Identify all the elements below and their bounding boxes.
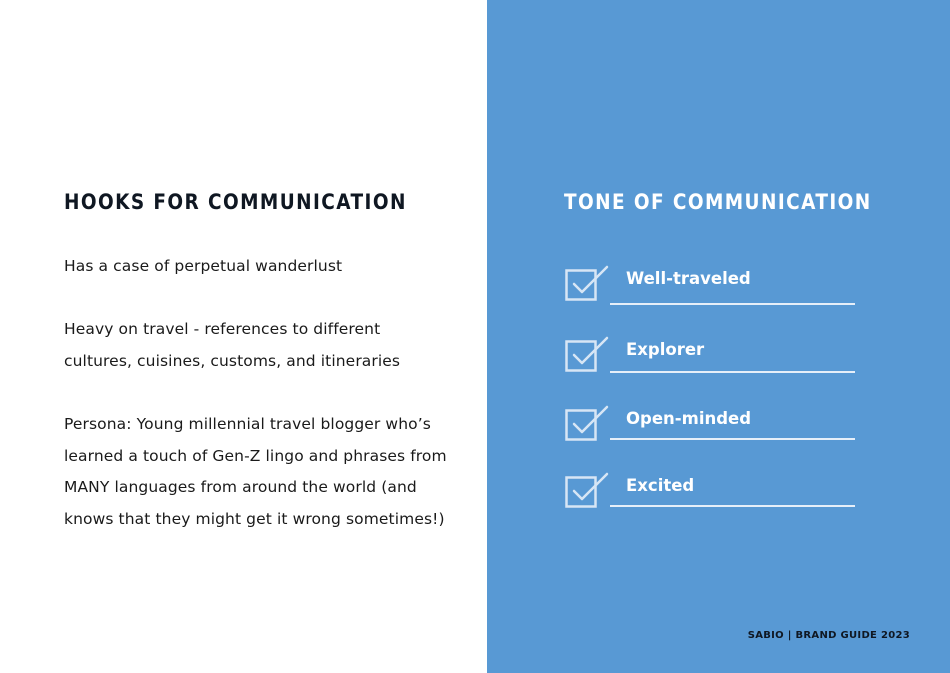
- tone-panel: [487, 0, 950, 673]
- hook-paragraph-3-line-1: Persona: Young millennial travel blogger who’s: [64, 415, 431, 433]
- tone-underline: [610, 505, 855, 507]
- hook-paragraph-1-line-1: Has a case of perpetual wanderlust: [64, 257, 343, 275]
- tone-item-open-minded: [565, 404, 865, 448]
- hook-paragraph-3-line-4: knows that they might get it wrong sometimes!): [64, 509, 445, 528]
- tone-underline: [610, 303, 855, 305]
- hook-paragraph-3-line-2: learned a touch of Gen-Z lingo and phrases from: [64, 446, 447, 465]
- hooks-heading: HOOKS FOR COMMUNICATION: [64, 190, 407, 214]
- checkbox-checked-icon: [565, 471, 611, 511]
- hook-paragraph-2-line-1: Heavy on travel - references to different: [64, 320, 381, 338]
- tone-label: Explorer: [626, 340, 705, 359]
- checkbox-checked-icon: [565, 335, 611, 375]
- hook-paragraph-2: [64, 314, 464, 377]
- checkbox-checked-icon: [565, 264, 611, 304]
- hook-paragraph-2-line-2: cultures, cuisines, customs, and itineraries: [64, 351, 401, 370]
- tone-underline: [610, 438, 855, 440]
- tone-item-well-traveled: [565, 264, 865, 308]
- hook-paragraph-3: [64, 409, 464, 535]
- hook-paragraph-3-line-3: MANY languages from around the world (and: [64, 478, 417, 496]
- tone-label: Well-traveled: [626, 269, 751, 288]
- tone-underline: [610, 371, 855, 373]
- brand-footer: SABIO | BRAND GUIDE 2023: [747, 630, 910, 641]
- tone-label: Excited: [626, 476, 695, 495]
- tone-heading: TONE OF COMMUNICATION: [564, 190, 872, 214]
- hook-paragraph-1: [64, 251, 464, 283]
- tone-item-explorer: [565, 335, 865, 379]
- tone-label: Open-minded: [626, 409, 752, 428]
- checkbox-checked-icon: [565, 404, 611, 444]
- tone-item-excited: [565, 471, 865, 515]
